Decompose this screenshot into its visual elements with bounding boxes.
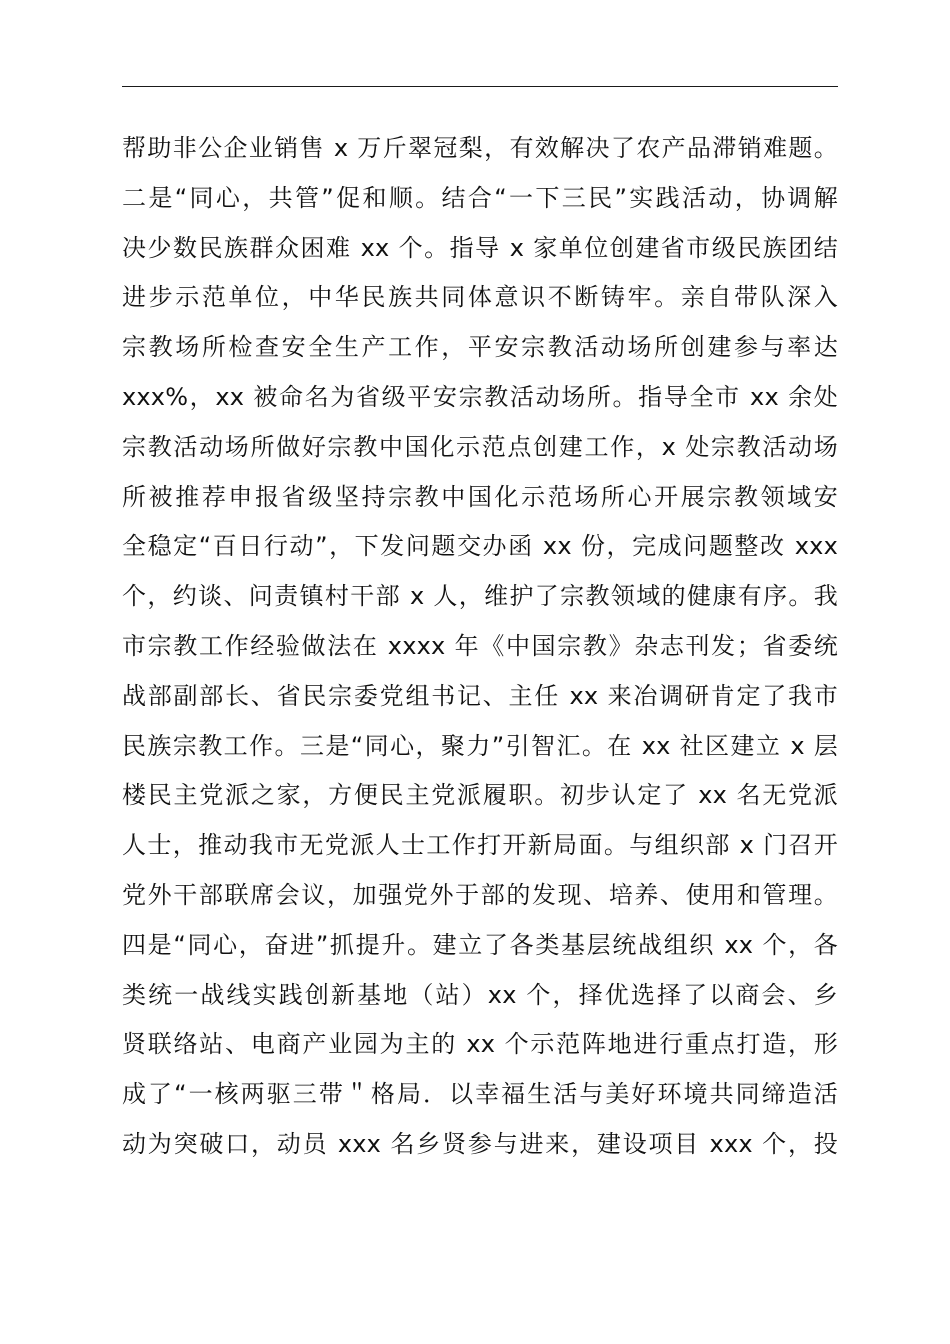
text-line: 贤联络站、电商产业园为主的 xx 个示范阵地进行重点打造，形 — [122, 1030, 838, 1059]
text-line: 所被推荐申报省级坚持宗教中国化示范场所心开展宗教领域安 — [122, 482, 838, 511]
text-line: 市宗教工作经验做法在 xxxx 年《中国宗教》杂志刊发；省委统 — [122, 631, 838, 660]
text-line: 类统一战线实践创新基地（站）xx 个，择优选择了以商会、乡 — [122, 980, 838, 1009]
text-line: 成了“一核两驱三带＂格局．以幸福生活与美好环境共同缔造活 — [122, 1080, 838, 1109]
header-rule — [122, 86, 838, 87]
text-line: 四是“同心，奋进”抓提升。建立了各类基层统战组织 xx 个，各 — [122, 930, 838, 959]
text-line: 宗教场所检查安全生产工作，平安宗教活动场所创建参与率达 — [122, 333, 838, 362]
document-body — [122, 124, 838, 1170]
text-line: 进步示范单位，中华民族共同体意识不断铸牢。亲自带队深入 — [122, 283, 838, 312]
text-line: 二是“同心，共管”促和顺。结合“一下三民”实践活动，协调解 — [122, 183, 838, 212]
text-line: 全稳定“百日行动”，下发问题交办函 xx 份，完成问题整改 xxx — [122, 532, 838, 561]
text-line: 动为突破口，动员 xxx 名乡贤参与进来，建设项目 xxx 个，投 — [122, 1129, 838, 1158]
text-line: 人士，推动我市无党派人士工作打开新局面。与组织部 x 门召开 — [122, 831, 838, 860]
text-line: 帮助非公企业销售 x 万斤翠冠梨，有效解决了农产品滞销难题。 — [122, 134, 838, 162]
text-line: 民族宗教工作。三是“同心，聚力”引智汇。在 xx 社区建立 x 层 — [122, 731, 838, 760]
text-line: xxx%，xx 被命名为省级平安宗教活动场所。指导全市 xx 余处 — [122, 382, 838, 411]
text-line: 党外干部联席会议，加强党外于部的发现、培养、使用和管理。 — [122, 880, 838, 909]
text-line: 决少数民族群众困难 xx 个。指导 x 家单位创建省市级民族团结 — [122, 233, 838, 262]
text-line: 个，约谈、问责镇村干部 x 人，维护了宗教领域的健康有序。我 — [122, 582, 838, 611]
text-line: 战部副部长、省民宗委党组书记、主任 xx 来冶调研肯定了我市 — [122, 681, 838, 710]
text-line: 楼民主党派之家，方便民主党派履职。初步认定了 xx 名无党派 — [122, 781, 838, 810]
text-line: 宗教活动场所做好宗教中国化示范点创建工作，x 处宗教活动场 — [122, 432, 838, 461]
